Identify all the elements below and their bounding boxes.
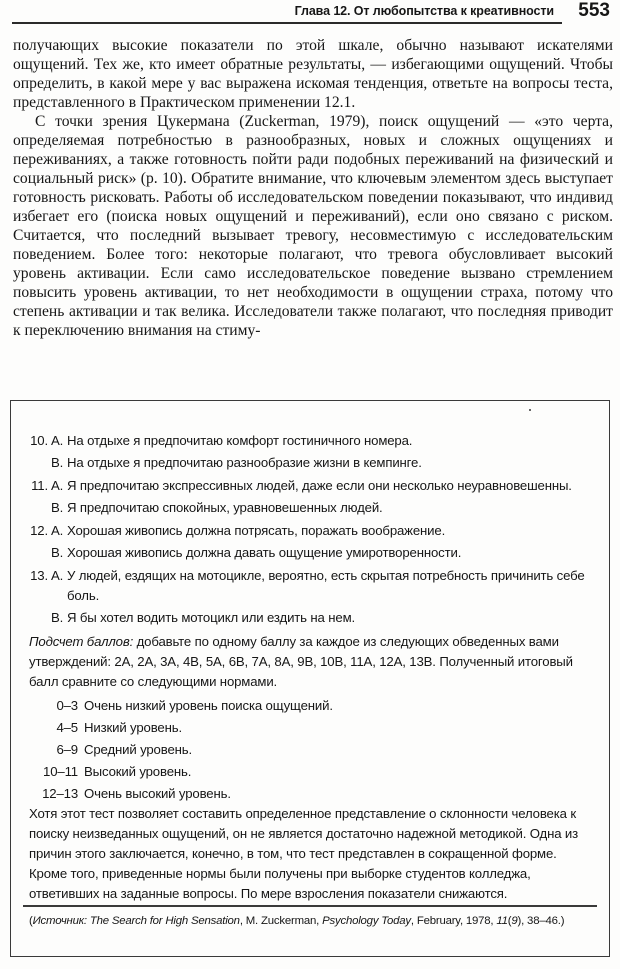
body-text xyxy=(13,36,613,340)
norm-label: Очень низкий уровень поиска ощущений. xyxy=(84,698,333,713)
option-letter: A. xyxy=(51,568,64,583)
question-option xyxy=(29,498,594,518)
source-volume: 11 xyxy=(496,915,508,927)
source-title: The Search for High Sensation xyxy=(89,915,240,927)
conclusion-text: Хотя этот тест позволяет составить определенное представление о склонности человека к поиску неизведанных ощущений, он не является достаточно надежной методикой. Одна из причин этого заключается, конечно, в том, что тест представлен в сокращенной форме. Кроме того, приведенные нормы были получены при выборке студентов колледжа, ответивших на заданные вопросы. По мере взросления показатели снижаются. xyxy=(29,806,579,901)
source-label: Источник: xyxy=(32,915,87,927)
norms-list xyxy=(29,696,594,804)
norm-label: Низкий уровень. xyxy=(84,720,182,735)
option-text: Я предпочитаю экспрессивных людей, даже если они несколько неуравновешенны. xyxy=(67,478,572,493)
question-option xyxy=(29,476,594,496)
norm-row xyxy=(29,696,594,716)
norm-range: 0–3 xyxy=(56,698,78,713)
paragraph: получающих высокие показатели по этой шкале, обычно называют искателями ощущений. Тех же, кто имеет обратные результаты, — избегающими ощущений. Чтобы определить, в какой мере у вас выражена искомая тенденция, ответьте на вопросы теста, представленного в Практическом применении 12.1. xyxy=(13,37,613,111)
question-option xyxy=(29,521,594,541)
question-option xyxy=(29,453,594,473)
box-mark xyxy=(529,409,531,411)
option-text: У людей, ездящих на мотоцикле, вероятно, есть скрытая потребность причинить себе боль. xyxy=(67,568,585,603)
question-number: 10. xyxy=(30,433,48,448)
norm-range: 6–9 xyxy=(56,742,78,757)
norm-range: 4–5 xyxy=(56,720,78,735)
norm-row xyxy=(29,740,594,760)
practical-application-box xyxy=(10,400,610,957)
source-date: , February, 1978, xyxy=(410,915,497,927)
norm-label: Высокий уровень. xyxy=(84,764,192,779)
question-number: 11. xyxy=(31,478,48,493)
option-letter: A. xyxy=(51,433,64,448)
norm-row xyxy=(29,718,594,738)
source-author: , M. Zuckerman, xyxy=(239,915,323,927)
question-option xyxy=(29,543,594,563)
norm-row xyxy=(29,762,594,782)
header-rule xyxy=(12,22,562,24)
option-text: Я бы хотел водить мотоцикл или ездить на нем. xyxy=(67,610,355,625)
source-journal: Psychology Today xyxy=(322,915,411,927)
norm-range: 12–13 xyxy=(42,786,78,801)
norm-range: 10–11 xyxy=(43,764,78,779)
option-letter: B. xyxy=(51,545,64,560)
scoring-lead: Подсчет баллов: xyxy=(29,634,134,649)
option-text: Хорошая живопись должна давать ощущение умиротворенности. xyxy=(67,545,462,560)
option-text: На отдыхе я предпочитаю разнообразие жизни в кемпинге. xyxy=(67,455,422,470)
source-pages: , 38–46.) xyxy=(521,915,565,927)
question-option xyxy=(29,431,594,451)
chapter-title: Глава 12. От любопытства к креативности xyxy=(289,2,554,20)
scoring-section xyxy=(29,632,594,904)
question-option xyxy=(29,566,594,606)
option-text: На отдыхе я предпочитаю комфорт гостиничного номера. xyxy=(67,433,413,448)
source-issue: 9 xyxy=(511,915,518,927)
norm-label: Средний уровень. xyxy=(84,742,192,757)
option-text: Хорошая живопись должна потрясать, поражать воображение. xyxy=(67,523,446,538)
option-letter: B. xyxy=(51,500,64,515)
option-text: Я предпочитаю спокойных, уравновешенных людей. xyxy=(67,500,383,515)
test-questions xyxy=(29,431,594,628)
option-letter: A. xyxy=(51,523,64,538)
norm-row xyxy=(29,784,594,804)
page-header xyxy=(0,0,620,34)
source-citation: (Источник: The Search for High Sensation, M. Zuckerman, Psychology Today, February, 1978, 11(9), 38–46.) xyxy=(29,915,565,927)
option-letter: A. xyxy=(51,478,64,493)
question-number: 13. xyxy=(30,568,48,583)
scoring-instructions xyxy=(29,632,594,692)
option-letter: B. xyxy=(51,455,64,470)
question-option xyxy=(29,608,594,628)
source-divider xyxy=(23,905,597,907)
norm-label: Очень высокий уровень. xyxy=(84,786,231,801)
paragraph: С точки зрения Цукермана (Zuckerman, 1979), поиск ощущений — «это черта, определяемая потребностью в разнообразных, новых и сложных ощущениях и переживаниях, а также готовность пойти ради подобных переживаний на физический и социальный риск» (р. 10). Обратите внимание, что ключевым элементом здесь выступает готовность рисковать. Работы об исследовательском поведении показывают, что индивид избегает его (поиска новых ощущений и переживаний), если оно связано с риском. Считается, что последний вызывает тревогу, несовместимую с исследовательским поведением. Более того: некоторые полагают, что тревога обусловливает высокий уровень активации. Если само исследовательское поведение вызвано стремлением повысить уровень активации, то нет необходимости в ощущении страха, потому что степень активации и так велика. Исследователи также полагают, что последняя приводит к переключению внимания на стиму- xyxy=(13,113,613,339)
page-number: 553 xyxy=(578,0,610,21)
option-letter: B. xyxy=(51,610,64,625)
scoring-text: добавьте по одному баллу за каждое из следующих обведенных вами утверждений: 2А, 2А, 3А, 4В, 5А, 6В, 7А, 8А, 9В, 10В, 11А, 12А, 13В. Полученный итоговый балл сравните со следующими нормами. xyxy=(29,634,573,689)
question-number: 12. xyxy=(30,523,48,538)
